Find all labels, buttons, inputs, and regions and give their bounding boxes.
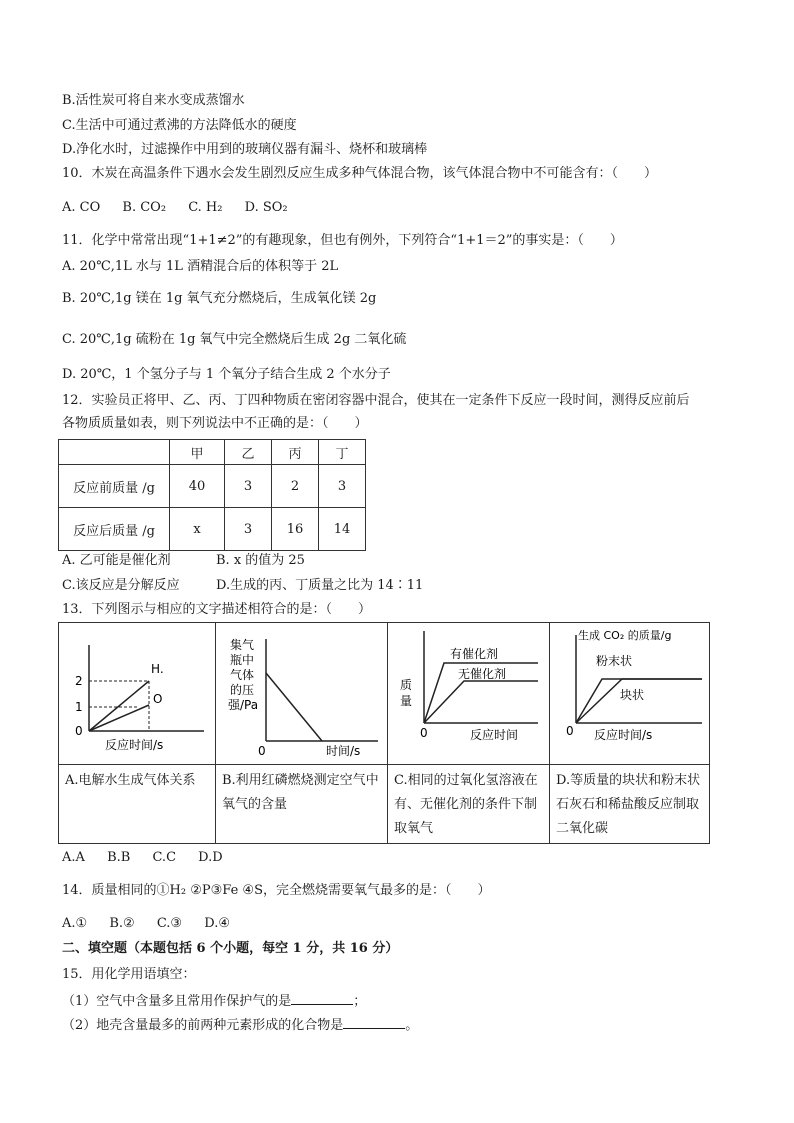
- q13-figure-table: [58, 622, 710, 844]
- x-axis-label: 反应时间: [470, 728, 519, 742]
- origin-label: 0: [566, 724, 574, 738]
- q11-stem: 11．化学中常常出现“1+1≠2”的有趣现象，但也有例外，下列符合“1+1＝2”的事实是：（ ）: [62, 233, 623, 248]
- q10-option-d: D. SO₂: [244, 200, 288, 215]
- y-axis-label: 的压: [230, 683, 255, 697]
- table-cell: 40: [170, 465, 225, 508]
- answer-blank[interactable]: [343, 1016, 405, 1029]
- q15-part-1: [62, 992, 366, 1011]
- figure-d-caption: D.等质量的块状和粉末状石灰石和稀盐酸反应制取二氧化碳: [550, 764, 710, 841]
- q12-options-row-1: [62, 552, 305, 570]
- q14-option-a: A.①: [62, 916, 88, 931]
- q14-option-c: C.③: [156, 916, 183, 931]
- figure-a-cell: [59, 623, 216, 843]
- table-cell: 反应前质量 /g: [59, 465, 170, 508]
- q12-options-row-2: [62, 577, 423, 595]
- q13-option-d: D.D: [198, 850, 223, 865]
- section-2-heading: 二、填空题（本题包括 6 个小题，每空 1 分，共 16 分）: [62, 941, 399, 956]
- q13-option-b: B.B: [107, 850, 131, 865]
- table-cell: x: [170, 508, 225, 551]
- y-axis-label: 质: [400, 678, 413, 692]
- oxygen-line: [89, 705, 149, 731]
- x-axis-label: 反应时间/s: [105, 738, 164, 752]
- figure-a-graph: [59, 623, 216, 764]
- q11-option-a: A. 20℃,1L 水与 1L 酒精混合后的体积等于 2L: [62, 259, 339, 274]
- y-axis-label: 量: [400, 694, 413, 708]
- origin-label: 0: [258, 744, 266, 758]
- q14-options: [62, 915, 248, 933]
- q14-option-b: B.②: [109, 916, 135, 931]
- y-axis-label: 气体: [230, 668, 255, 682]
- q12-option-b: B. x 的值为 25: [216, 553, 305, 568]
- table-cell: 3: [225, 508, 272, 551]
- figure-c-graph: [388, 623, 550, 764]
- q13-options: [62, 849, 241, 867]
- pressure-line: [266, 673, 322, 741]
- table-row: [59, 508, 366, 551]
- q12-option-a: A. 乙可能是催化剂: [62, 553, 171, 568]
- q14-option-d: D.④: [204, 916, 230, 931]
- x-axis-label: 时间/s: [326, 744, 361, 758]
- y-tick-label: 2: [75, 674, 83, 688]
- table-header-cell: [59, 440, 170, 465]
- q13-option-a: A.A: [62, 850, 85, 865]
- figure-b-cell: [216, 623, 388, 843]
- line-label-h2: H.: [151, 662, 164, 676]
- y-axis-label: 集气: [230, 638, 255, 652]
- q12-stem-1: 12．实验员正将甲、乙、丙、丁四种物质在密闭容器中混合，使其在一定条件下反应一段时间，测得反应前后: [62, 393, 690, 408]
- figure-b-graph: [216, 623, 388, 764]
- y-axis-label: 强/Pa: [228, 698, 259, 712]
- q11-option-d: D. 20℃，1 个氢分子与 1 个氧分子结合生成 2 个水分子: [62, 367, 391, 382]
- table-header-cell: 丙: [272, 440, 319, 465]
- q11-option-b: B. 20℃,1g 镁在 1g 氧气充分燃烧后，生成氧化镁 2g: [62, 291, 377, 306]
- table-header-cell: 乙: [225, 440, 272, 465]
- origin-label: 0: [420, 726, 428, 740]
- table-row: [59, 465, 366, 508]
- table-cell: 2: [272, 465, 319, 508]
- line-label-catalyst: 有催化剂: [450, 647, 499, 661]
- q11-option-c: C. 20℃,1g 硫粉在 1g 氧气中完全燃烧后生成 2g 二氧化硫: [62, 332, 407, 347]
- figure-a-caption: A.电解水生成气体关系: [59, 764, 215, 793]
- q13-option-c: C.C: [152, 850, 177, 865]
- table-cell: 反应后质量 /g: [59, 508, 170, 551]
- table-cell: 3: [225, 465, 272, 508]
- table-cell: 16: [272, 508, 319, 551]
- y-tick-label: 0: [75, 724, 83, 738]
- q15-stem: 15．用化学用语填空：: [62, 967, 196, 982]
- y-tick-label: 1: [75, 700, 83, 714]
- q15-part-1-end: ；: [353, 994, 367, 1009]
- q12-option-c: C.该反应是分解反应: [62, 578, 180, 593]
- q10-option-b: B. CO₂: [122, 200, 167, 215]
- q9-option-d: D.净化水时，过滤操作中用到的玻璃仪器有漏斗、烧杯和玻璃棒: [62, 142, 428, 157]
- q15-part-1-text: （1）空气中含量多且常用作保护气的是: [62, 994, 292, 1009]
- table-header-cell: 丁: [319, 440, 366, 465]
- q15-part-2-text: （2）地壳含量最多的前两种元素形成的化合物是: [62, 1018, 344, 1033]
- q13-stem: 13．下列图示与相应的文字描述相符合的是：（ ）: [62, 602, 372, 617]
- table-header-row: [59, 440, 366, 465]
- figure-d-graph: [550, 623, 710, 764]
- figure-d-cell: [550, 623, 710, 843]
- q10-stem: 10．木炭在高温条件下遇水会发生剧烈反应生成多种气体混合物，该气体混合物中不可能含有：（ ）: [62, 166, 658, 181]
- y-axis-label: 生成 CO₂ 的质量/g: [578, 629, 672, 642]
- table-cell: 14: [319, 508, 366, 551]
- line-label-o2: O: [153, 692, 163, 706]
- figure-b-caption: B.利用红磷燃烧测定空气中氧气的含量: [216, 764, 387, 817]
- q15-part-2-end: 。: [405, 1018, 419, 1033]
- figure-c-caption: C.相同的过氧化氢溶液在有、无催化剂的条件下制取氧气: [388, 764, 549, 841]
- x-axis-label: 反应时间/s: [594, 728, 653, 742]
- answer-blank[interactable]: [291, 992, 353, 1005]
- q10-option-c: C. H₂: [188, 200, 223, 215]
- table-cell: 3: [319, 465, 366, 508]
- hydrogen-line: [89, 681, 149, 731]
- q10-options: [62, 199, 306, 217]
- line-label-lump: 块状: [620, 688, 645, 702]
- q12-option-d: D.生成的丙、丁质量之比为 14∶11: [216, 578, 424, 593]
- figure-c-cell: [388, 623, 550, 843]
- q15-part-2: [62, 1016, 418, 1035]
- mass-table: [58, 439, 366, 551]
- no-catalyst-line: [424, 681, 538, 723]
- q10-option-a: A. CO: [62, 200, 101, 215]
- line-label-no-catalyst: 无催化剂: [458, 667, 507, 681]
- table-header-cell: 甲: [170, 440, 225, 465]
- q9-option-c: C.生活中可通过煮沸的方法降低水的硬度: [62, 118, 297, 133]
- q12-stem-2: 各物质质量如表，则下列说法中不正确的是：（ ）: [62, 416, 368, 431]
- y-axis-label: 瓶中: [230, 653, 255, 667]
- q14-stem: 14．质量相同的①H₂ ②P③Fe ④S，完全燃烧需要氧气最多的是：（ ）: [62, 883, 491, 898]
- line-label-powder: 粉末状: [596, 654, 633, 668]
- q9-option-b: B.活性炭可将自来水变成蒸馏水: [62, 93, 245, 108]
